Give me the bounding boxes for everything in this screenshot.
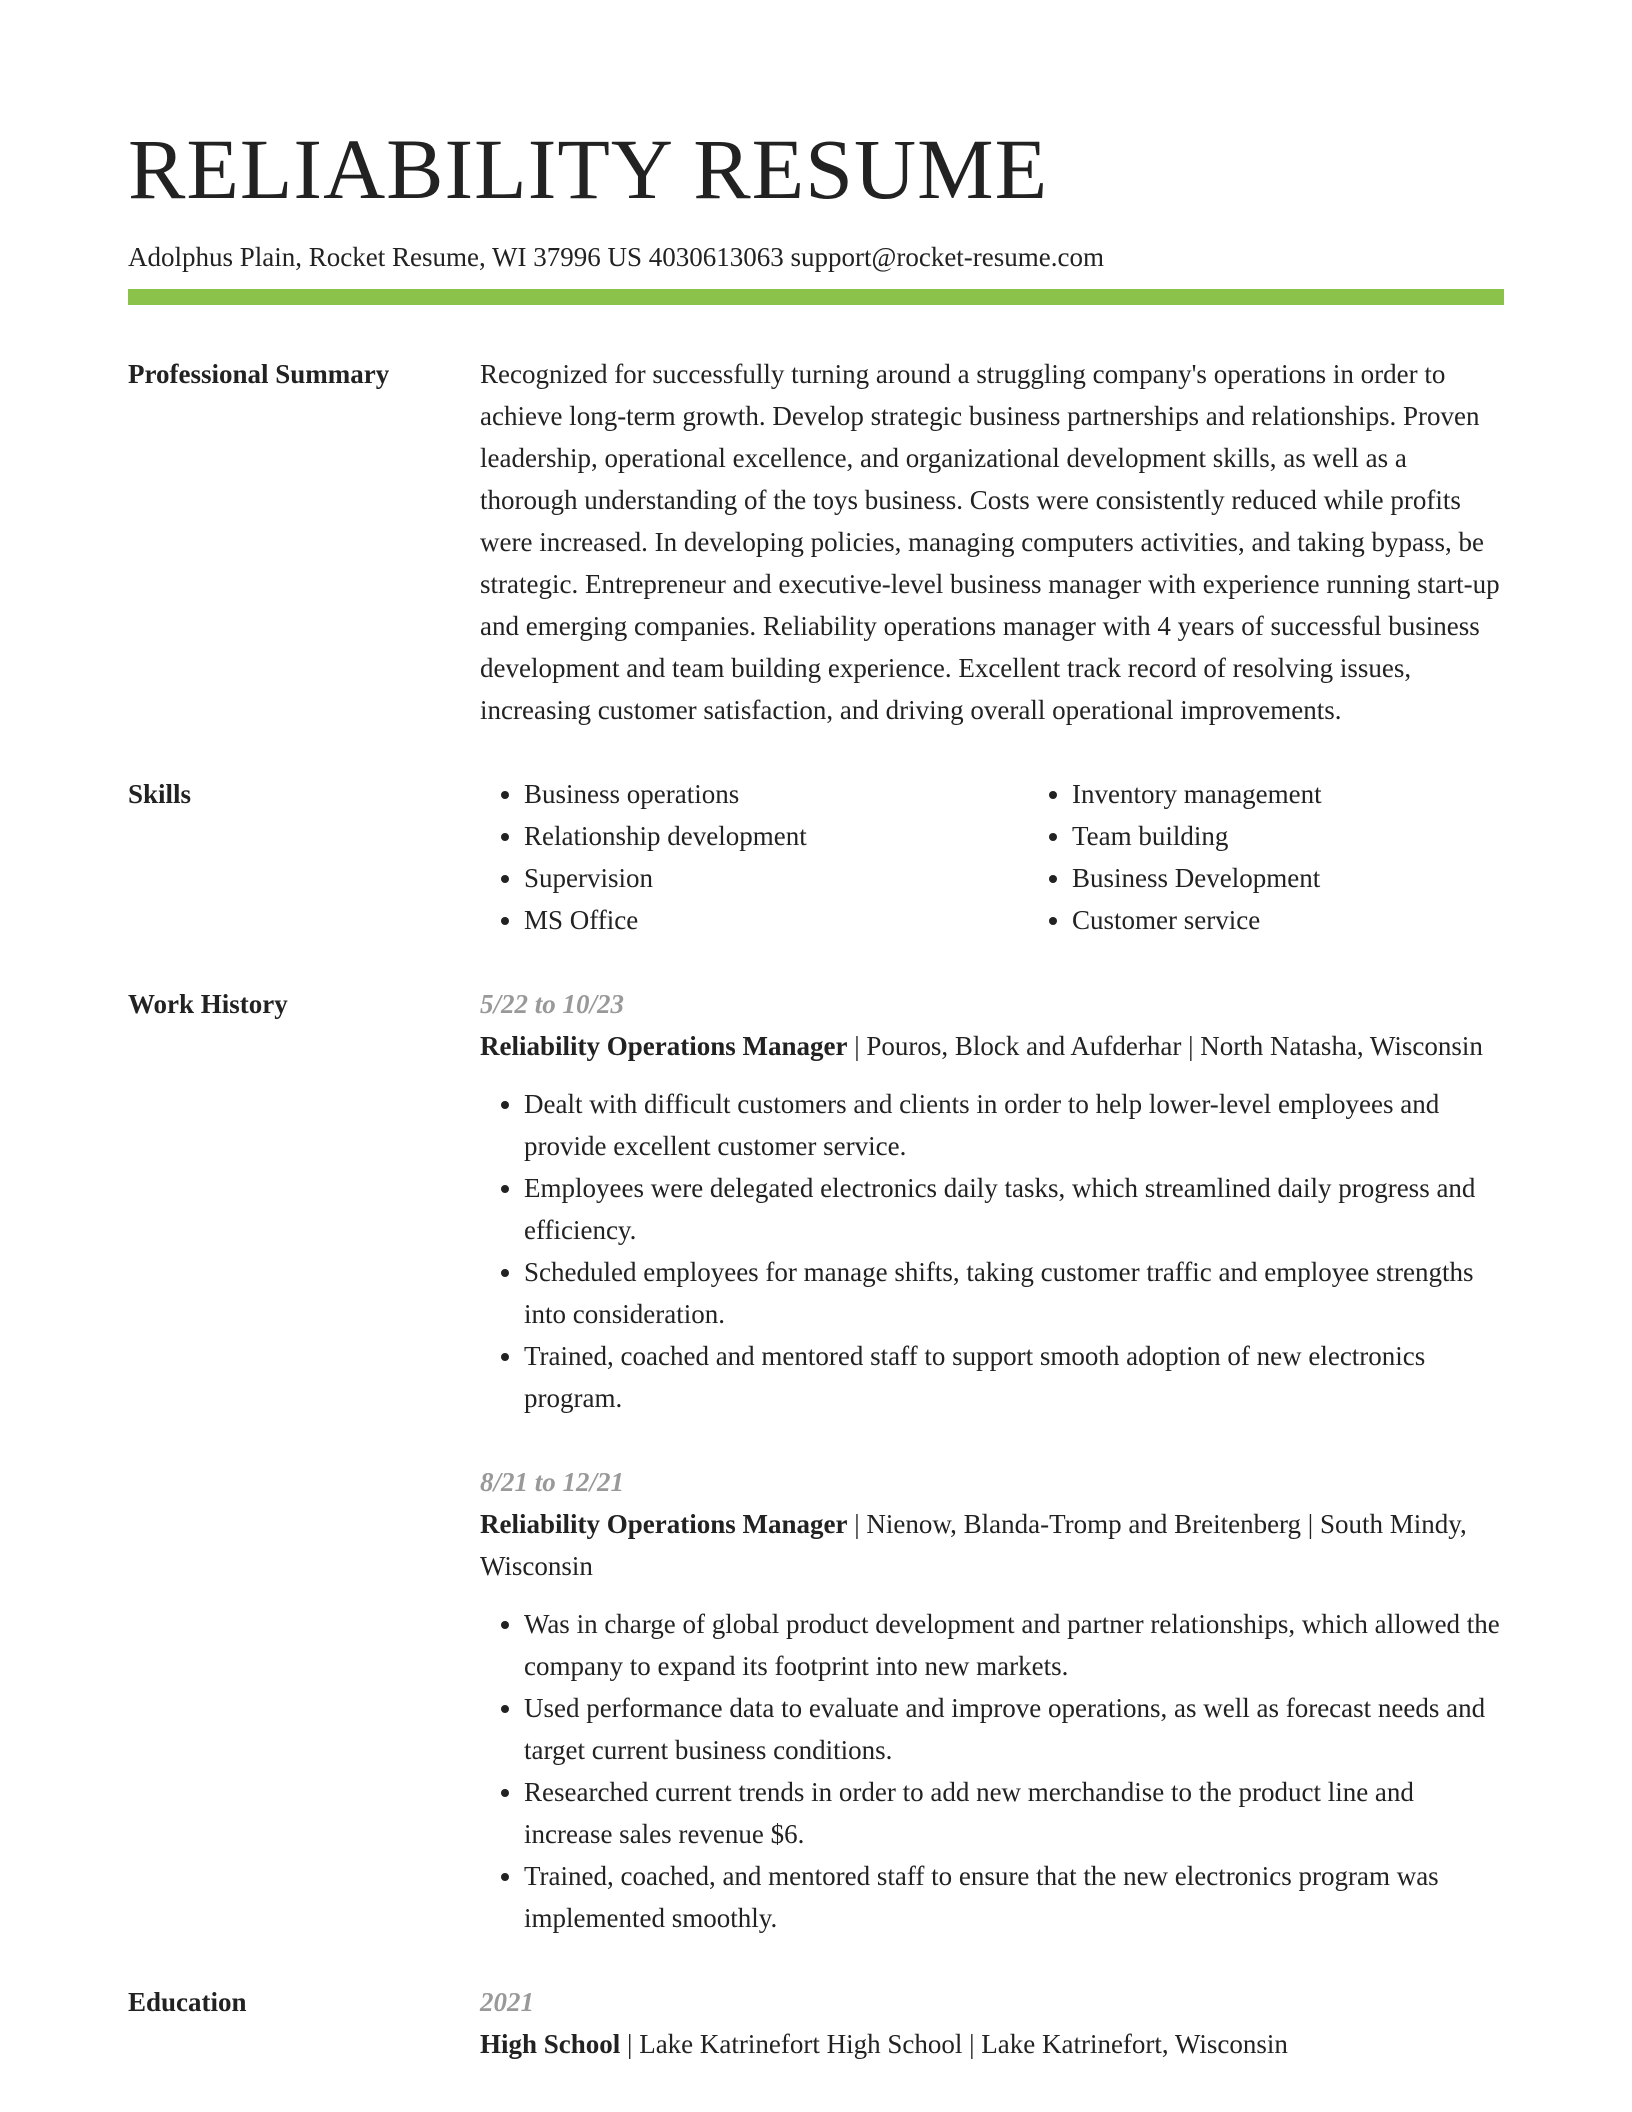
education-entry [480,2023,1504,2065]
skills-list-right [1028,773,1576,941]
job-entry [480,1461,1504,1939]
job-entry [480,983,1504,1419]
job-details: | Pouros, Block and Aufderhar | North Natasha, Wisconsin [847,1031,1483,1061]
skills-section [128,773,1504,941]
resume-page [128,0,1504,2065]
job-bullets [480,1603,1504,1939]
skill-item: • MS Office [524,899,1028,941]
job-details: | Nienow, Blanda-Tromp and Breitenberg | South Mindy, Wisconsin [480,1509,1467,1581]
job-bullet: • Used performance data to evaluate and improve operations, as well as forecast needs and target current business conditions. [524,1687,1504,1771]
job-bullet: • Employees were delegated electronics daily tasks, which streamlined daily progress and efficiency. [524,1167,1504,1251]
skill-item: • Business operations [524,773,1028,815]
skill-item: • Inventory management [1072,773,1576,815]
skill-item: • Relationship development [524,815,1028,857]
skills-list-left [480,773,1028,941]
job-bullet: • Trained, coached and mentored staff to support smooth adoption of new electronics program. [524,1335,1504,1419]
summary-text: Recognized for successfully turning around a struggling company's operations in order to achieve long-term growth. Develop strategic business partnerships and relationships. Proven leadership, operational excellence, and organizational development skills, as well as a thorough understanding of the toys business. Costs were consistently reduced while profits were increased. In developing policies, managing computers activities, and taking bypass, be strategic. Entrepreneur and executive-level business manager with experience running start-up and emerging companies. Reliability operations manager with 4 years of successful business development and team building experience. Excellent track record of resolving issues, increasing customer satisfaction, and driving overall operational improvements. [480,359,1500,725]
job-title: Reliability Operations Manager [480,1509,848,1539]
education-degree: High School [480,2029,621,2059]
education-details: | Lake Katrinefort High School | Lake Katrinefort, Wisconsin [620,2029,1288,2059]
education-year: 2021 [480,1987,534,2017]
accent-divider [128,289,1504,305]
skills-heading: Skills [128,779,192,809]
resume-name: RELIABILITY RESUME [128,121,1049,217]
job-dates: 8/21 to 12/21 [480,1467,625,1497]
job-title: Reliability Operations Manager [480,1031,848,1061]
skill-item: • Customer service [1072,899,1576,941]
summary-section [128,353,1504,731]
skill-item: • Business Development [1072,857,1576,899]
job-dates: 5/22 to 10/23 [480,989,625,1019]
job-bullets [480,1083,1504,1419]
work-history-heading: Work History [128,989,288,1019]
job-header [480,1025,1504,1067]
job-bullet: • Dealt with difficult customers and clients in order to help lower-level employees and provide excellent customer service. [524,1083,1504,1167]
job-bullet: • Scheduled employees for manage shifts, taking customer traffic and employee strengths into consideration. [524,1251,1504,1335]
job-bullet: • Was in charge of global product development and partner relationships, which allowed the company to expand its footprint into new markets. [524,1603,1504,1687]
education-section [128,1981,1504,2065]
skill-item: • Supervision [524,857,1028,899]
skill-item: • Team building [1072,815,1576,857]
job-bullet: • Researched current trends in order to add new merchandise to the product line and increase sales revenue $6. [524,1771,1504,1855]
job-bullet: • Trained, coached, and mentored staff to ensure that the new electronics program was implemented smoothly. [524,1855,1504,1939]
contact-line: Adolphus Plain, Rocket Resume, WI 37996 US 4030613063 support@rocket-resume.com [128,242,1104,272]
education-heading: Education [128,1987,247,2017]
work-history-section [128,983,1504,1939]
summary-heading: Professional Summary [128,359,390,389]
job-header [480,1503,1504,1587]
